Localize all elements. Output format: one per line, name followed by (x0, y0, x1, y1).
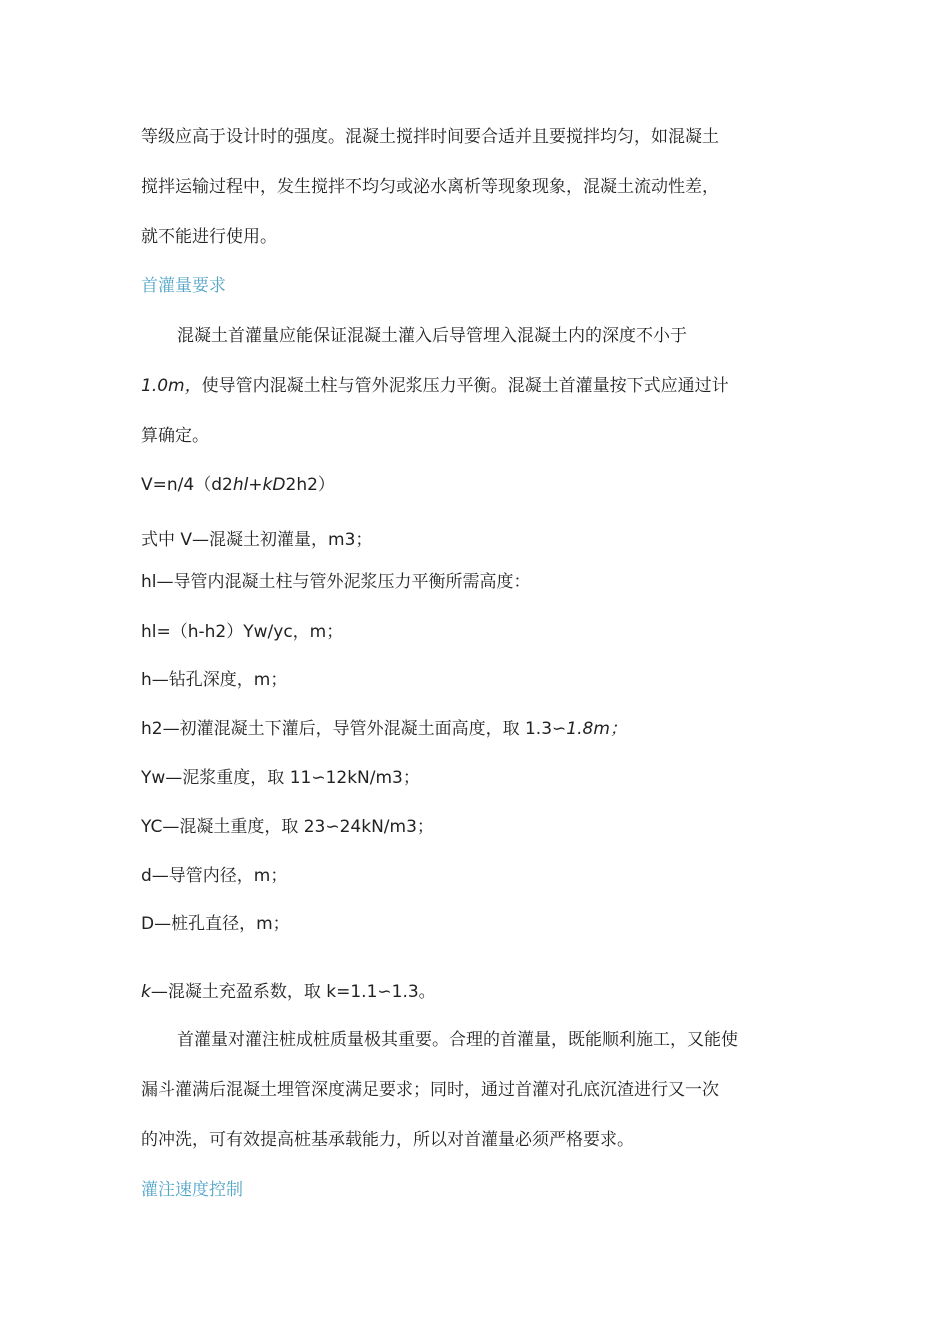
intro-line-1: 等级应高于设计时的强度。混凝土搅拌时间要合适并且要搅拌均匀，如混凝土 (141, 127, 719, 147)
intro-line-3: 就不能进行使用。 (141, 227, 277, 247)
formula-suffix: 2h2） (285, 475, 335, 495)
formula-italic: hl+kD (232, 475, 286, 495)
intro-line-2: 搅拌运输过程中，发生搅拌不均匀或泌水离析等现象现象，混凝土流动性差， (141, 177, 719, 197)
definition-h: h—钻孔深度，m； (141, 670, 288, 690)
definition-h2-text: h2—初灌混凝土下灌后，导管外混凝土面高度，取 1.3∽ (141, 719, 567, 739)
paragraph-line-1: 混凝土首灌量应能保证混凝土灌入后导管埋入混凝土内的深度不小于 (177, 326, 687, 346)
definition-d: d—导管内径，m； (141, 866, 288, 886)
definition-h2 (141, 717, 627, 741)
section-heading-pour-speed: 灌注速度控制 (141, 1180, 243, 1200)
depth-value: 1.0m， (141, 376, 202, 396)
paragraph-line-2-rest: 使导管内混凝土柱与管外泥浆压力平衡。混凝土首灌量按下式应通过计 (201, 376, 729, 396)
definition-yw: Yw—泥浆重度，取 11∽12kN/m3； (141, 768, 420, 788)
definition-k (141, 980, 436, 1004)
volume-formula (141, 473, 335, 497)
closing-line-2: 漏斗灌满后混凝土埋管深度满足要求；同时，通过首灌对孔底沉渣进行又一次 (141, 1080, 719, 1100)
definition-hl-formula: hl=（h-h2）Yw/yc，m； (141, 622, 344, 642)
definition-k-text: —混凝土充盈系数，取 k=1.1∽1.3。 (150, 982, 436, 1002)
definition-v: 式中 V—混凝土初灌量，m3； (141, 530, 373, 550)
definition-yc: YC—混凝土重度，取 23∽24kN/m3； (141, 817, 434, 837)
formula-prefix: V=n/4（d2 (141, 475, 233, 495)
paragraph-line-3: 算确定。 (141, 426, 209, 446)
definition-D: D—桩孔直径，m； (141, 914, 290, 934)
paragraph-line-2 (141, 374, 729, 398)
definition-k-symbol: k (141, 982, 151, 1002)
closing-line-1: 首灌量对灌注桩成桩质量极其重要。合理的首灌量，既能顺利施工，又能使 (177, 1030, 738, 1050)
closing-line-3: 的冲洗，可有效提高桩基承载能力，所以对首灌量必须严格要求。 (141, 1130, 634, 1150)
definition-hl: hl—导管内混凝土柱与管外泥浆压力平衡所需高度： (141, 572, 531, 592)
section-heading-initial-pour: 首灌量要求 (141, 276, 226, 296)
definition-h2-italic: 1.8m； (566, 719, 627, 739)
